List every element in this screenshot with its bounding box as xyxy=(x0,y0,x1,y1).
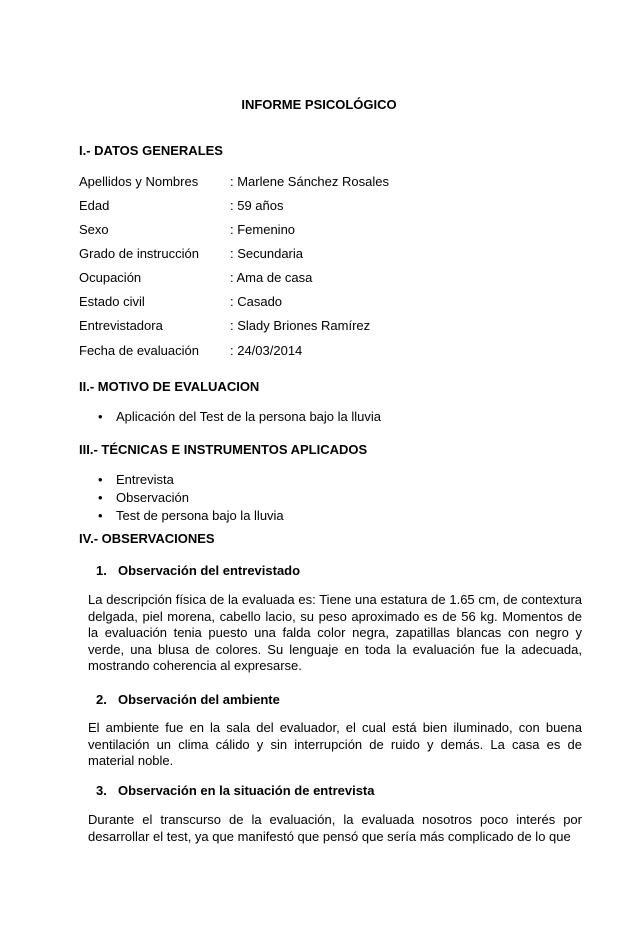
section-heading-tecnicas: III.- TÉCNICAS E INSTRUMENTOS APLICADOS xyxy=(79,442,368,457)
info-value: : Femenino xyxy=(230,222,296,237)
info-label: Ocupación xyxy=(79,270,142,285)
subsection-heading xyxy=(96,563,300,578)
subsection-number: 2. xyxy=(96,692,107,707)
list-item xyxy=(96,471,284,489)
info-label: Estado civil xyxy=(79,294,145,309)
list-item-text: Entrevista xyxy=(116,472,174,487)
subsection-number: 3. xyxy=(96,783,107,798)
info-label: Sexo xyxy=(79,222,109,237)
info-value: : Secundaria xyxy=(230,246,303,261)
subsection-title: Observación del entrevistado xyxy=(118,563,301,578)
subsection-heading xyxy=(96,692,280,707)
list-item xyxy=(96,489,284,507)
bullet-icon: • xyxy=(98,508,103,523)
subsection-title: Observación en la situación de entrevista xyxy=(118,783,375,798)
info-value: : Casado xyxy=(230,294,283,309)
info-value: : Ama de casa xyxy=(230,270,313,285)
document-title: INFORME PSICOLÓGICO xyxy=(241,97,397,112)
section-heading-observaciones: IV.- OBSERVACIONES xyxy=(79,531,215,546)
info-label: Apellidos y Nombres xyxy=(79,174,199,189)
bullet-icon: • xyxy=(98,490,103,505)
info-value: : 59 años xyxy=(230,198,284,213)
paragraph-situacion: Durante el transcurso de la evaluación, la evaluada nosotros poco interés por desarrollar el test, ya que manifestó que pensó que sería más complicado de lo que xyxy=(88,812,582,844)
motivo-list xyxy=(96,408,381,426)
paragraph-entrevistado: La descripción física de la evaluada es: Tiene una estatura de 1.65 cm, de contextura delgada, piel morena, cabello lacio, su peso aproximado es de 56 kg. Momentos de la evaluación tenia puesto una falda color negra, zapatillas blancas con negro y verde, una blusa de colores. Su lenguaje en toda la evaluación fue la adecuada, mostrando coherencia al expresarse. xyxy=(88,592,582,673)
tecnicas-list xyxy=(96,471,284,525)
info-label: Entrevistadora xyxy=(79,318,163,333)
info-label: Edad xyxy=(79,198,110,213)
list-item xyxy=(96,408,381,426)
bullet-icon: • xyxy=(98,472,103,487)
bullet-icon: • xyxy=(98,409,103,424)
list-item-text: Observación xyxy=(116,490,189,505)
paragraph-ambiente: El ambiente fue en la sala del evaluador, el cual está bien iluminado, con buena ventilación un clima cálido y sin interrupción de ruido y demás. La casa es de material noble. xyxy=(88,720,582,768)
section-heading-motivo: II.- MOTIVO DE EVALUACION xyxy=(79,379,260,394)
subsection-heading xyxy=(96,783,374,798)
subsection-number: 1. xyxy=(96,563,107,578)
info-value: : Slady Briones Ramírez xyxy=(230,318,371,333)
subsection-title: Observación del ambiente xyxy=(118,692,280,707)
list-item-text: Test de persona bajo la lluvia xyxy=(116,508,284,523)
list-item xyxy=(96,507,284,525)
info-label: Grado de instrucción xyxy=(79,246,199,261)
info-value: : 24/03/2014 xyxy=(230,343,303,358)
info-label: Fecha de evaluación xyxy=(79,343,199,358)
info-value: : Marlene Sánchez Rosales xyxy=(230,174,389,189)
list-item-text: Aplicación del Test de la persona bajo la lluvia xyxy=(116,409,381,424)
section-heading-datos-generales: I.- DATOS GENERALES xyxy=(79,143,223,158)
